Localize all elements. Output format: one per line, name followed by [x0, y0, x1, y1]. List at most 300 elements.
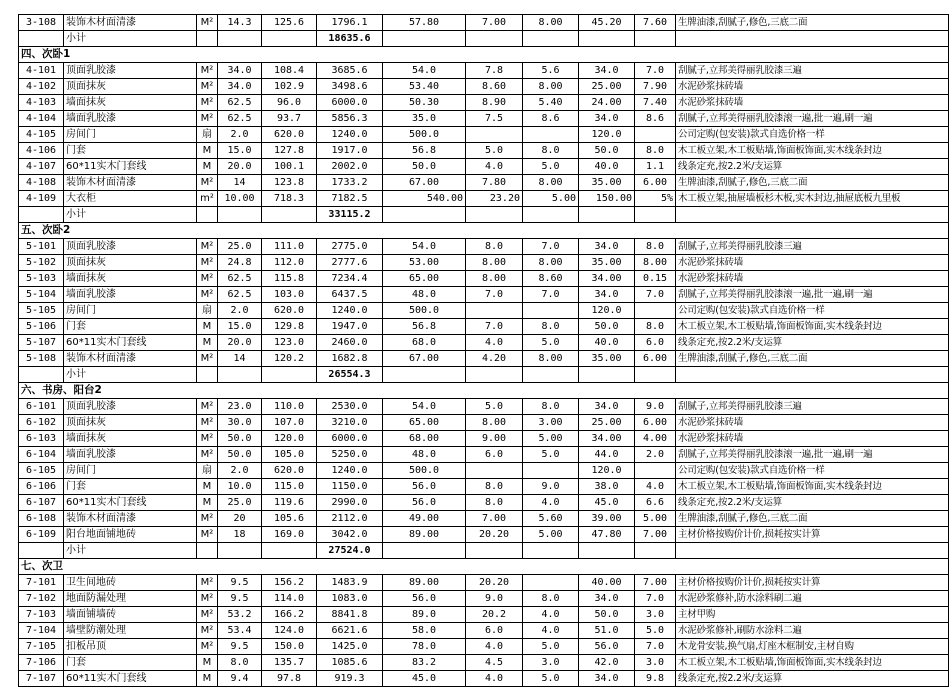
note-cell: 生牌油漆,刮腻子,修色,三底二面 [676, 511, 949, 527]
main-material-cell: 56.8 [383, 143, 466, 159]
unit-cell: M [197, 655, 218, 671]
unit-cell: M² [197, 79, 218, 95]
labor-cell: 40.0 [579, 335, 635, 351]
qty-cell: 10.0 [218, 479, 262, 495]
table-row [19, 415, 949, 431]
price-cell: 620.0 [262, 303, 317, 319]
price-cell [262, 543, 317, 559]
main-material-cell: 56.8 [383, 319, 466, 335]
note-cell [676, 367, 949, 383]
total-cell: 2112.0 [317, 511, 383, 527]
machine-cell [523, 207, 579, 223]
machine-cell [523, 463, 579, 479]
table-row [19, 15, 949, 31]
qty-cell: 20.0 [218, 159, 262, 175]
table-row [19, 255, 949, 271]
labor-cell: 44.0 [579, 447, 635, 463]
subtotal-label: 小计 [64, 207, 197, 223]
code-cell: 6-104 [19, 447, 64, 463]
machine-cell: 8.0 [523, 591, 579, 607]
machine-cell: 3.00 [523, 415, 579, 431]
machine-cell: 8.00 [523, 351, 579, 367]
price-cell: 96.0 [262, 95, 317, 111]
labor-cell: 24.00 [579, 95, 635, 111]
note-cell: 线条定充,按2.2米/支运算 [676, 495, 949, 511]
aux-material-cell: 8.00 [466, 255, 523, 271]
code-cell [19, 31, 64, 47]
loss-cell [635, 303, 676, 319]
unit-cell: M² [197, 111, 218, 127]
aux-material-cell: 4.0 [466, 639, 523, 655]
note-cell: 木工板立架,抽屉墙板杉木板,实木封边,抽屉底板九里板 [676, 191, 949, 207]
total-cell: 1150.0 [317, 479, 383, 495]
machine-cell: 4.0 [523, 607, 579, 623]
machine-cell: 8.00 [523, 79, 579, 95]
table-row [19, 591, 949, 607]
price-cell: 135.7 [262, 655, 317, 671]
total-cell: 3210.0 [317, 415, 383, 431]
total-cell: 5250.0 [317, 447, 383, 463]
main-material-cell: 48.0 [383, 287, 466, 303]
item-name-cell: 顶面抹灰 [64, 415, 197, 431]
labor-cell: 120.0 [579, 127, 635, 143]
section-title: 四、次卧1 [19, 47, 949, 63]
price-cell: 105.0 [262, 447, 317, 463]
labor-cell: 34.0 [579, 591, 635, 607]
loss-cell: 1.1 [635, 159, 676, 175]
total-cell: 2777.6 [317, 255, 383, 271]
labor-cell: 120.0 [579, 303, 635, 319]
aux-material-cell: 8.60 [466, 79, 523, 95]
aux-material-cell: 7.0 [466, 319, 523, 335]
table-row [19, 175, 949, 191]
main-material-cell: 500.0 [383, 463, 466, 479]
table-row [19, 623, 949, 639]
quotation-table [18, 14, 949, 687]
labor-cell: 120.0 [579, 463, 635, 479]
aux-material-cell: 8.0 [466, 479, 523, 495]
code-cell: 6-101 [19, 399, 64, 415]
note-cell: 主材价格按购价计价,损耗按实计算 [676, 575, 949, 591]
loss-cell [635, 31, 676, 47]
loss-cell: 8.6 [635, 111, 676, 127]
note-cell: 刮腻子,立邦美得丽乳胶漆三遍 [676, 239, 949, 255]
subtotal-value: 33115.2 [317, 207, 383, 223]
code-cell: 7-107 [19, 671, 64, 687]
code-cell: 6-105 [19, 463, 64, 479]
total-cell: 1240.0 [317, 303, 383, 319]
aux-material-cell: 7.00 [466, 15, 523, 31]
machine-cell [523, 575, 579, 591]
aux-material-cell: 6.0 [466, 623, 523, 639]
aux-material-cell [466, 31, 523, 47]
aux-material-cell: 20.2 [466, 607, 523, 623]
aux-material-cell: 8.0 [466, 239, 523, 255]
unit-cell: M² [197, 287, 218, 303]
qty-cell [218, 31, 262, 47]
main-material-cell: 500.0 [383, 127, 466, 143]
note-cell: 刮腻子,立邦美得丽乳胶漆滚一遍,批一遍,刷一遍 [676, 287, 949, 303]
note-cell: 线条定充,按2.2米/支运算 [676, 335, 949, 351]
table-row [19, 159, 949, 175]
qty-cell: 23.0 [218, 399, 262, 415]
item-name-cell: 阳台地面铺地砖 [64, 527, 197, 543]
labor-cell: 45.20 [579, 15, 635, 31]
section-title: 五、次卧2 [19, 223, 949, 239]
aux-material-cell: 8.00 [466, 415, 523, 431]
item-name-cell: 墙面抹灰 [64, 95, 197, 111]
main-material-cell: 54.0 [383, 63, 466, 79]
section-title: 七、次卫 [19, 559, 949, 575]
total-cell: 6000.0 [317, 95, 383, 111]
code-cell: 6-103 [19, 431, 64, 447]
qty-cell: 62.5 [218, 111, 262, 127]
note-cell: 公司定购(包安装)款式自选价格一样 [676, 303, 949, 319]
total-cell: 1796.1 [317, 15, 383, 31]
main-material-cell: 53.00 [383, 255, 466, 271]
unit-cell: M² [197, 255, 218, 271]
loss-cell: 4.00 [635, 431, 676, 447]
aux-material-cell [466, 207, 523, 223]
labor-cell: 35.00 [579, 255, 635, 271]
total-cell: 6621.6 [317, 623, 383, 639]
main-material-cell: 56.0 [383, 479, 466, 495]
price-cell: 123.8 [262, 175, 317, 191]
item-name-cell: 60*11实木门套线 [64, 671, 197, 687]
machine-cell: 8.6 [523, 111, 579, 127]
machine-cell: 4.0 [523, 495, 579, 511]
note-cell: 木龙骨安装,换气扇,灯座木框制安,主材自购 [676, 639, 949, 655]
machine-cell: 8.0 [523, 319, 579, 335]
qty-cell: 2.0 [218, 463, 262, 479]
qty-cell: 25.0 [218, 239, 262, 255]
labor-cell [579, 207, 635, 223]
price-cell: 108.4 [262, 63, 317, 79]
labor-cell: 35.00 [579, 175, 635, 191]
machine-cell: 5.40 [523, 95, 579, 111]
unit-cell: M [197, 159, 218, 175]
loss-cell [635, 127, 676, 143]
unit-cell: M [197, 671, 218, 687]
main-material-cell: 89.00 [383, 575, 466, 591]
qty-cell: 14.3 [218, 15, 262, 31]
labor-cell: 34.0 [579, 111, 635, 127]
price-cell: 156.2 [262, 575, 317, 591]
unit-cell: M² [197, 639, 218, 655]
table-row [19, 127, 949, 143]
item-name-cell: 顶面抹灰 [64, 79, 197, 95]
price-cell: 120.0 [262, 431, 317, 447]
machine-cell [523, 367, 579, 383]
item-name-cell: 装饰木材面清漆 [64, 175, 197, 191]
aux-material-cell [466, 463, 523, 479]
main-material-cell: 50.30 [383, 95, 466, 111]
unit-cell: M [197, 143, 218, 159]
subtotal-row [19, 543, 949, 559]
unit-cell: 扇 [197, 463, 218, 479]
table-row [19, 495, 949, 511]
main-material-cell [383, 543, 466, 559]
labor-cell [579, 31, 635, 47]
labor-cell: 34.0 [579, 63, 635, 79]
table-row [19, 527, 949, 543]
note-cell: 水泥砂浆修补,防水涂料刷二遍 [676, 591, 949, 607]
total-cell: 2990.0 [317, 495, 383, 511]
subtotal-label: 小计 [64, 31, 197, 47]
qty-cell: 53.2 [218, 607, 262, 623]
qty-cell: 20 [218, 511, 262, 527]
note-cell: 水泥砂浆抹砖墙 [676, 95, 949, 111]
total-cell: 1733.2 [317, 175, 383, 191]
labor-cell: 25.00 [579, 415, 635, 431]
qty-cell: 15.0 [218, 143, 262, 159]
machine-cell: 8.00 [523, 175, 579, 191]
price-cell: 123.0 [262, 335, 317, 351]
item-name-cell: 门套 [64, 319, 197, 335]
note-cell: 刮腻子,立邦美得丽乳胶漆滚一遍,批一遍,刷一遍 [676, 111, 949, 127]
loss-cell: 6.6 [635, 495, 676, 511]
section-header-row [19, 559, 949, 575]
note-cell [676, 31, 949, 47]
section-header-row [19, 223, 949, 239]
main-material-cell: 45.0 [383, 671, 466, 687]
total-cell: 2002.0 [317, 159, 383, 175]
price-cell [262, 207, 317, 223]
main-material-cell: 54.0 [383, 399, 466, 415]
code-cell: 7-102 [19, 591, 64, 607]
item-name-cell: 扣板吊顶 [64, 639, 197, 655]
table-row [19, 335, 949, 351]
aux-material-cell: 7.0 [466, 287, 523, 303]
loss-cell: 7.00 [635, 575, 676, 591]
aux-material-cell [466, 303, 523, 319]
loss-cell: 9.0 [635, 399, 676, 415]
price-cell: 97.8 [262, 671, 317, 687]
unit-cell [197, 207, 218, 223]
unit-cell: M² [197, 447, 218, 463]
price-cell: 120.2 [262, 351, 317, 367]
price-cell: 107.0 [262, 415, 317, 431]
main-material-cell: 500.0 [383, 303, 466, 319]
loss-cell: 7.60 [635, 15, 676, 31]
main-material-cell [383, 31, 466, 47]
item-name-cell: 墙面乳胶漆 [64, 111, 197, 127]
code-cell: 3-108 [19, 15, 64, 31]
aux-material-cell: 20.20 [466, 575, 523, 591]
labor-cell: 25.00 [579, 79, 635, 95]
aux-material-cell [466, 543, 523, 559]
qty-cell: 9.4 [218, 671, 262, 687]
table-row [19, 95, 949, 111]
aux-material-cell: 5.0 [466, 399, 523, 415]
code-cell: 6-102 [19, 415, 64, 431]
qty-cell: 9.5 [218, 591, 262, 607]
note-cell: 木工板立架,木工板贴墙,饰面板饰面,实木线条封边 [676, 319, 949, 335]
qty-cell: 62.5 [218, 95, 262, 111]
table-row [19, 511, 949, 527]
code-cell: 4-102 [19, 79, 64, 95]
table-row [19, 431, 949, 447]
main-material-cell: 49.00 [383, 511, 466, 527]
unit-cell: M² [197, 591, 218, 607]
total-cell: 1085.6 [317, 655, 383, 671]
total-cell: 3498.6 [317, 79, 383, 95]
item-name-cell: 60*11实木门套线 [64, 159, 197, 175]
item-name-cell: 墙面乳胶漆 [64, 287, 197, 303]
machine-cell [523, 127, 579, 143]
main-material-cell: 83.2 [383, 655, 466, 671]
aux-material-cell: 23.20 [466, 191, 523, 207]
main-material-cell: 48.0 [383, 447, 466, 463]
loss-cell: 7.0 [635, 639, 676, 655]
labor-cell: 50.0 [579, 607, 635, 623]
code-cell: 4-101 [19, 63, 64, 79]
total-cell: 6437.5 [317, 287, 383, 303]
table-row [19, 479, 949, 495]
price-cell: 112.0 [262, 255, 317, 271]
aux-material-cell: 4.0 [466, 335, 523, 351]
main-material-cell: 89.00 [383, 527, 466, 543]
table-row [19, 575, 949, 591]
main-material-cell: 89.0 [383, 607, 466, 623]
aux-material-cell [466, 127, 523, 143]
qty-cell: 50.0 [218, 447, 262, 463]
loss-cell: 8.00 [635, 255, 676, 271]
labor-cell: 34.0 [579, 287, 635, 303]
code-cell [19, 367, 64, 383]
item-name-cell: 墙面乳胶漆 [64, 447, 197, 463]
main-material-cell: 50.0 [383, 159, 466, 175]
total-cell: 1083.0 [317, 591, 383, 607]
loss-cell: 7.0 [635, 63, 676, 79]
total-cell: 7182.5 [317, 191, 383, 207]
loss-cell [635, 367, 676, 383]
total-cell: 6000.0 [317, 431, 383, 447]
loss-cell: 2.0 [635, 447, 676, 463]
unit-cell [197, 31, 218, 47]
note-cell: 线条定充,按2.2米/支运算 [676, 159, 949, 175]
code-cell: 4-108 [19, 175, 64, 191]
price-cell [262, 31, 317, 47]
item-name-cell: 墙壁防潮处理 [64, 623, 197, 639]
table-row [19, 303, 949, 319]
code-cell: 7-103 [19, 607, 64, 623]
subtotal-value: 26554.3 [317, 367, 383, 383]
item-name-cell: 墙面抹灰 [64, 271, 197, 287]
note-cell: 线条定充,按2.2米/支运算 [676, 671, 949, 687]
qty-cell: 14 [218, 351, 262, 367]
table-row [19, 447, 949, 463]
price-cell: 166.2 [262, 607, 317, 623]
qty-cell: 10.00 [218, 191, 262, 207]
code-cell: 5-105 [19, 303, 64, 319]
machine-cell [523, 543, 579, 559]
price-cell: 127.8 [262, 143, 317, 159]
labor-cell: 56.0 [579, 639, 635, 655]
labor-cell: 34.0 [579, 239, 635, 255]
table-row [19, 607, 949, 623]
main-material-cell [383, 207, 466, 223]
subtotal-row [19, 367, 949, 383]
machine-cell [523, 31, 579, 47]
total-cell: 1240.0 [317, 127, 383, 143]
qty-cell: 24.8 [218, 255, 262, 271]
price-cell: 150.0 [262, 639, 317, 655]
unit-cell: M² [197, 271, 218, 287]
subtotal-value: 27524.0 [317, 543, 383, 559]
unit-cell: M [197, 479, 218, 495]
table-row [19, 63, 949, 79]
item-name-cell: 地面防漏处理 [64, 591, 197, 607]
total-cell: 8841.8 [317, 607, 383, 623]
main-material-cell: 54.0 [383, 239, 466, 255]
table-row [19, 79, 949, 95]
aux-material-cell: 4.5 [466, 655, 523, 671]
code-cell: 6-106 [19, 479, 64, 495]
note-cell: 木工板立架,木工板贴墙,饰面板饰面,实木线条封边 [676, 655, 949, 671]
note-cell: 水泥砂浆修补,刷防水涂料二遍 [676, 623, 949, 639]
loss-cell: 9.8 [635, 671, 676, 687]
qty-cell: 30.0 [218, 415, 262, 431]
machine-cell: 5.6 [523, 63, 579, 79]
subtotal-label: 小计 [64, 367, 197, 383]
aux-material-cell: 5.0 [466, 143, 523, 159]
aux-material-cell: 8.0 [466, 495, 523, 511]
item-name-cell: 墙面铺墙砖 [64, 607, 197, 623]
machine-cell: 5.0 [523, 671, 579, 687]
subtotal-value: 18635.6 [317, 31, 383, 47]
unit-cell: m² [197, 191, 218, 207]
qty-cell: 20.0 [218, 335, 262, 351]
total-cell: 3685.6 [317, 63, 383, 79]
note-cell: 主材甲购 [676, 607, 949, 623]
aux-material-cell: 4.0 [466, 671, 523, 687]
loss-cell [635, 543, 676, 559]
price-cell: 102.9 [262, 79, 317, 95]
code-cell: 4-107 [19, 159, 64, 175]
loss-cell: 8.0 [635, 239, 676, 255]
loss-cell: 3.0 [635, 655, 676, 671]
price-cell: 103.0 [262, 287, 317, 303]
note-cell [676, 543, 949, 559]
subtotal-label: 小计 [64, 543, 197, 559]
section-header-row [19, 383, 949, 399]
loss-cell: 5.00 [635, 511, 676, 527]
unit-cell: 扇 [197, 303, 218, 319]
note-cell: 水泥砂浆抹砖墙 [676, 415, 949, 431]
loss-cell: 5.0 [635, 623, 676, 639]
note-cell: 生牌油漆,刮腻子,修色,三底二面 [676, 15, 949, 31]
code-cell [19, 207, 64, 223]
unit-cell [197, 543, 218, 559]
aux-material-cell: 8.00 [466, 271, 523, 287]
qty-cell: 18 [218, 527, 262, 543]
note-cell: 木工板立架,木工板贴墙,饰面板饰面,实木线条封边 [676, 479, 949, 495]
aux-material-cell: 4.20 [466, 351, 523, 367]
loss-cell [635, 207, 676, 223]
labor-cell: 45.0 [579, 495, 635, 511]
main-material-cell: 540.00 [383, 191, 466, 207]
note-cell: 刮腻子,立邦美得丽乳胶漆三遍 [676, 399, 949, 415]
price-cell: 93.7 [262, 111, 317, 127]
labor-cell [579, 543, 635, 559]
price-cell: 115.0 [262, 479, 317, 495]
qty-cell: 9.5 [218, 575, 262, 591]
code-cell: 4-105 [19, 127, 64, 143]
main-material-cell: 67.00 [383, 175, 466, 191]
main-material-cell: 56.0 [383, 591, 466, 607]
qty-cell: 34.0 [218, 63, 262, 79]
